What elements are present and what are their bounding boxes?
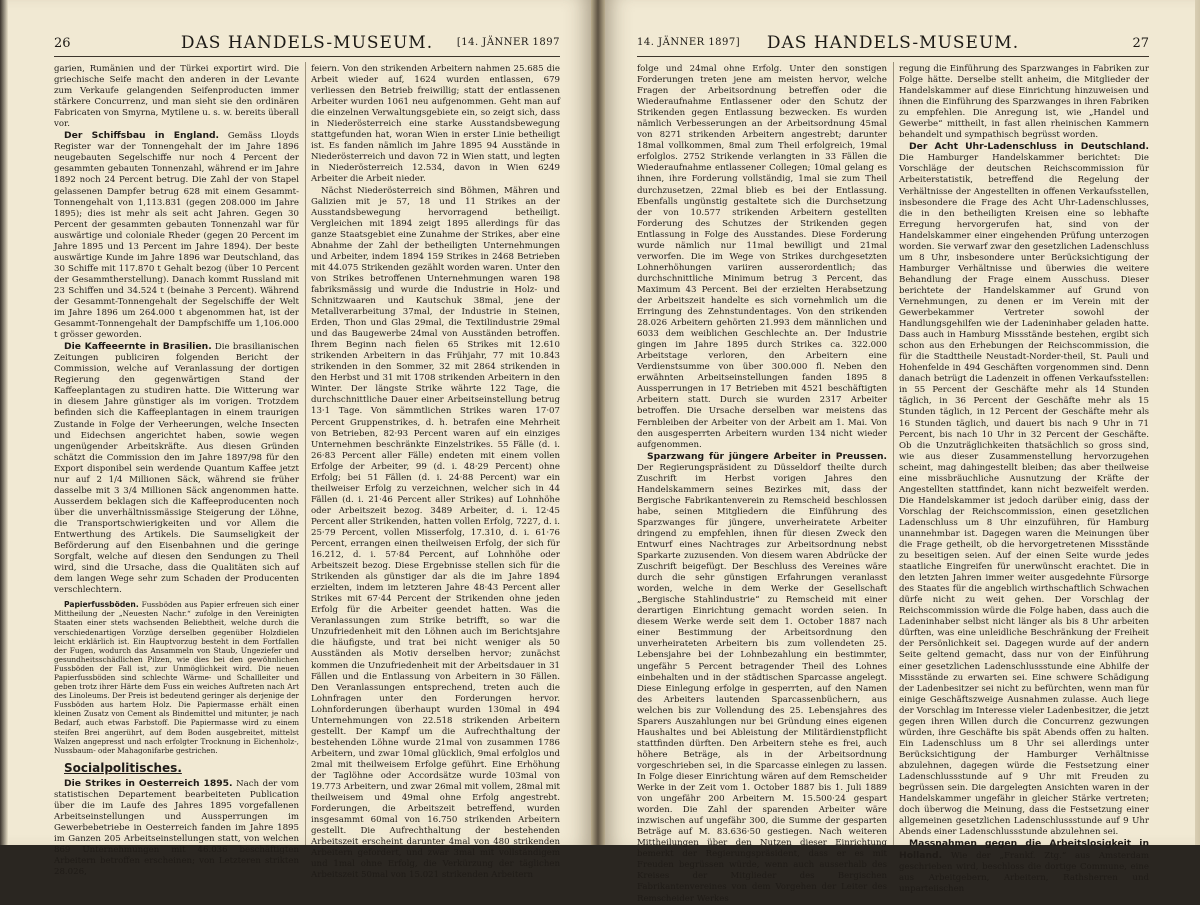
left-column-1 bbox=[54, 64, 299, 878]
paragraph: regung die Einführung des Sparzwanges in Fabriken zur Folge hätte. Derselbe stellt anheim, die Mitglieder der Handelskammer auf diese Einrichtung hinzuweisen und ihnen die Einführung des Sparzwanges in ihren Fabriken zu empfehlen. Die Anregung ist, wie „Handel und Gewerbe“ mittheilt, in fast allen rheinischen Kammern behandelt und sympathisch begrüsst worden. bbox=[899, 64, 1149, 141]
paragraph bbox=[899, 838, 1149, 895]
paragraph bbox=[899, 141, 1149, 838]
paragraph-text: Fussböden aus Papier erfreuen sich einer Mittheilung der „Neuesten Nachr.“ zufolge in den Vereinigten Staaten einer stets wachsenden Beliebtheit, welche durch die verschiedenartigen Vorzüge derselben gegenüber Holzdielen leicht erklärlich ist. Ein Hauptvorzug besteht in dem Fortfallen der Fugen, wodurch das Ansammeln von Staub, Ungeziefer und gesundheitsschädlichen Pilzen, wie dies bei den gewöhnlichen Fussböden der Fall ist, zur Unmöglichkeit wird. Die neuen Papierfussböden sind schlechte Wärme- und Schallleiter und geben trotz ihrer Härte dem Fuss ein weiches Auftreten nach Art des Linoleums. Der Preis ist bedeutend geringer als derjenige der Fussböden aus hartem Holz. Die Papiermasse erhält einen kleinen Zusatz von Cement als Bindemittel und mitunter, je nach Bedarf, auch etwas Farbstoff. Die Papiermasse wird zu einem steifen Brei angerührt, auf dem Boden ausgebreitet, mittelst Walzen angepresst und nach erfolgter Trocknung in Eichenholz-, Nussbaum- oder Mahagonifarbe gestrichen. bbox=[54, 600, 299, 755]
page-number: 26 bbox=[54, 36, 71, 51]
journal-title: DAS HANDELS-MUSEUM. bbox=[180, 33, 434, 53]
paragraph-text: Wie der „Frankf. Ztg.“ aus Amsterdam geschrieben wird, beschloss die dortige Commune, eine aus Arbeitgebern, Arbeitern, Rathsherren und unparteiischen bbox=[899, 851, 1150, 895]
paragraph bbox=[54, 341, 299, 596]
issue-date: 14. JÄNNER 1897] bbox=[637, 37, 741, 48]
paragraph-text: Die Hamburger Handelskammer berichtet: Die Vorschläge der deutschen Reichscommission für Arbeiterstatistik, betreffend die Regelung der Verhältnisse der Angestellten in offenen Verkaufsstellen, insbesondere die Frage des Acht Uhr-Ladenschlusses, die in den betheiligten Kreisen eine so lebhafte Erregung hervorgerufen hat, sind von der Handelskammer einer eingehenden Prüfung unterzogen worden. Sie verwarf zwar den gesetzlichen Ladenschluss um 8 Uhr, insbesondere unter Berücksichtigung der Hamburger Verhältnisse und überwies die weitere Behandlung der Frage einem Ausschuss. Dieser berichtete der Handelskammer auf Grund von Vernehmungen, zu denen er im Verein mit der Gewerbekammer Vertreter sowohl der Handlungsgehilfen wie der Ladeninhaber geladen hatte. Dass auch in Hamburg Missstände bestehen, ergibt sich schon aus den Erhebungen der Reichscommission, die für die Stadttheile Neustadt-Norder-theil, St. Pauli und Hohenfelde in 494 Geschäften vorgenommen sind. Denn danach betrügt die Ladenzeit in offenen Verkaufsstellen: in 55 Percent der Geschäfte mehr als 14 Stunden täglich, in 36 Percent der Geschäfte mehr als 15 Stunden täglich, in 12 Percent der Geschäfte mehr als 16 Stunden täglich, und dauert bis nach 9 Uhr in 71 Percent, bis nach 10 Uhr in 32 Percent der Geschäfte. Ob die Unzuträglichkeiten thatsächlich so gross sind, wie aus dieser Zusammenstellung hervorzugehen scheint, mag dahingestellt bleiben; das aber theilweise eine missbräuchliche Ausnutzung der Kräfte der Angestellten stattfindet, kann nicht bezweifelt werden. Die Handelskammer ist jedoch darüber einig, dass der Vorschlag der Reichscommission, einen gesetzlichen Ladenschluss um 8 Uhr einzuführen, für Hamburg unannehmbar ist. Dagegen waren die Meinungen über die Frage getheilt, ob die hervorgetretenen Missstände zu beseitigen seien. Auf der einen Seite wurde jedes staatliche Eingreifen für unerwünscht erachtet. Die in den letzten Jahren immer weiter ausgedehnte Fürsorge des Staates für die angeblich wirthschaftlich Schwachen dürfe nicht zu weit gehen. Der Vorschlag der Reichscommission würde die Folge haben, dass auch die Ladeninhaber selbst nicht länger als bis 8 Uhr arbeiten dürften, was eine unleidliche Beschränkung der Freiheit der Persönlichkeit sei. Dagegen wurde auf der andern Seite geltend gemacht, dass nur von der Einführung einer gesetzlichen Ladenschlussstunde eine Abhilfe der Missstände zu erwarten sei. Eine schwere Schädigung der Ladenbesitzer sei nicht zu befürchten, wenn man für einige Geschäftszweige Ausnahmen zulasse. Auch liege der Vorschlag im Interesse vieler Ladenbesitzer, die jetzt gegen ihren Willen durch die Concurrenz gezwungen würden, ihre Geschäfte bis spät Abends offen zu halten. Ein Ladenschluss um 8 Uhr sei allerdings unter Berücksichtigung der Hamburger Verhältnisse abzulehnen, dagegen würde die Festsetzung einer Ladenschlussstunde auf 9 Uhr mit Freuden zu begrüssen sein. Die dargelegten Ansichten waren in der Handelskammer ungefähr in gleicher Stärke vertreten; doch überwog die Meinung, dass die Festsetzung einer allgemeinen gesetzlichen Ladenschlussstunde auf 9 Uhr Abends einer Ladenschlussstunde abzulehnen sei. bbox=[899, 153, 1149, 838]
right-column-2 bbox=[899, 64, 1150, 895]
page-number: 27 bbox=[1132, 36, 1149, 51]
paragraph bbox=[637, 451, 887, 905]
small-print-paragraph bbox=[54, 600, 299, 755]
section-heading: Der Acht Uhr-Ladenschluss in Deutschland. bbox=[909, 141, 1149, 153]
paragraph: folge und 24mal ohne Erfolg. Unter den sonstigen Forderungen treten jene am meisten hervor, welche Fragen der Arbeitsordnung betreffen oder die Wiederaufnahme Entlassener oder den Schutz der Strikenden gegen Entlassung bezwecken. Es wurden nämlich Verbesserungen an der Arbeitsordnung 45mal von 8271 strikenden Arbeitern angestrebt; darunter 18mal vollkommen, 8mal zum Theil erfolgreich, 19mal erfolglos. 2752 Strikende verlangten in 33 Fällen die Wiederaufnahme entlassener Collegen; 10mal gelang es ihnen, ihre Forderung vollständig, 1mal sie zum Theil durchzusetzen, 22mal blieb es bei der Entlassung. Ebenfalls ungünstig gestaltete sich die Durchsetzung der von 10.577 strikenden Arbeitern gestellten Forderung des Schutzes der Strikenden gegen Entlassung in Folge des Ausstandes. Diese Forderung wurde nämlich nur 11mal bewilligt und 21mal verworfen. Die im Wege von Strikes durchgesetzten Lohnerhöhungen variiren ausserordentlich; das durchschnittliche Minimum betrug 3 Percent, das Maximum 43 Percent. Bei der erzielten Herabsetzung der Arbeitszeit handelte es sich vornehmlich um die Erringung des Zehnstundentages. Von den strikenden 28.026 Arbeitern gehörten 21.993 dem männlichen und 6033 dem weiblichen Geschlechte an. Der Industrie gingen im Jahre 1895 durch Strikes ca. 322.000 Arbeitstage verloren, den Arbeitern eine Verdienstsumme von über 300.000 fl. Neben den erwähnten Arbeitseinstellungen fanden 1895 8 Aussperrungen in 17 Betrieben mit 4521 beschäftigten Arbeitern statt. Durch sie wurden 2317 Arbeiter betroffen. Die Ursache derselben war meistens das Fernbleiben der Arbeiter von der Arbeit am 1. Mai. Von den ausgesperrten Arbeitern wurden 134 nicht wieder aufgenommen. bbox=[637, 64, 887, 450]
journal-title: DAS HANDELS-MUSEUM. bbox=[766, 33, 1020, 53]
section-heading: Der Schiffsbau in England. bbox=[64, 130, 220, 142]
paragraph-text: Der Regierungspräsident zu Düsseldorf theilte durch Zuschrift im Herbst vorigen Jahres den Handelskammern seines Bezirkes mit, dass der Bergische Fabrikantenverein zu Remscheid beschlossen habe, seinen Mitgliedern die Einführung des Sparzwanges für jüngere, unverheiratete Arbeiter dringend zu empfehlen, ihnen für diesen Zweck den Entwurf eines Nachtrages zur Arbeitsordnung nebst Sparkarte zuzusenden. Von diesem waren Abdrücke der Zuschrift beigefügt. Der Beschluss des Vereines wäre durch die sehr günstigen Erfahrungen veranlasst worden, welche in dem Werke der Gesellschaft „Bergische Stahlindustrie“ zu Remscheid mit einer derartigen Einrichtung gemacht worden seien. In diesem Werke werde seit dem 1. October 1887 nach einer Bestimmung der Arbeitsordnung den unverheirateten Arbeitern bis zum vollendeten 25. Lebensjahre bei der Lohnbezahlung ein bestimmter, ungefähr 5 Percent betragender Theil des Lohnes einbehalten und in der städtischen Sparcasse angelegt. Diese Einlegung erfolge in gesperrten, auf den Namen des Arbeiters lautenden Sparcassenbüchern, aus welchen bis zur Vollendung des 25. Lebensjahres des Sparers Auszahlungen nur bei Gründung eines eigenen Haushaltes und bei Ableistung der Militärdienstpflicht stattfinden dürften. Den Arbeitern stehe es frei, auch höhere Beträge, als in der Arbeitsordnung vorgeschrieben sei, in die Sparcasse einlegen zu lassen. In Folge dieser Einrichtung wären auf dem Remscheider Werke in der Zeit vom 1. October 1887 bis 1. Juli 1889 von ungefähr 200 Arbeitern M. 15.500·24 gespart worden. Die Zahl der sparenden Arbeiter wäre inzwischen auf ungefähr 300, die Summe der gesparten Beträge auf M. 83.636·50 gestiegen. Nach weiteren Mittheilungen über den Nutzen dieser Einrichtung bemerkt der Regierungspräsident, dass er es mit Freuden begrüssen würde, wenn auch ausserhalb des Kreises der Mitglieder des Bergischen Fabrikantenvereines von dem Vorgehen der Leiter des Remscheider Werkes bbox=[637, 462, 887, 904]
paragraph-text: Die brasilianischen Zeitungen publiciren folgenden Bericht der Commission, welche auf Veranlassung der dortigen Regierung den gegenwärtigen Stand der Kaffeeplantagen zu studiren hatte. Die Witterung war in diesem Jahre günstiger als im vorigen. Trotzdem befinden sich die Kaffeeplantagen in einem traurigen Zustande in Folge der Verheerungen, welche Insecten und Eidechsen angerichtet haben, sowie wegen ungenügender Arbeitskräfte. Aus diesen Gründen schätzt die Commission den im Jahre 1897/98 für den Export disponibel sein werdende Quantum Kaffee jetzt nur auf 2 1/4 Millionen Säck, während sie früher dasselbe mit 3 3/4 Millionen Säck angenommen hatte. Ausserdem beklagen sich die Kaffeeproducenten noch über die unverhältnissmässige Steigerung der Löhne, die Transportschwierigkeiten und vor Allem die Entwerthung des Artikels. Die Saumseligkeit der Beförderung auf den Eisenbahnen und die geringe Sorgfalt, welche auf diesen den Sendungen zu Theil wird, sind die Ursache, dass die Qualitäten sich auf dem langen Wege sehr zum Schaden der Producenten verschlechtern. bbox=[54, 342, 299, 596]
section-heading: Die Kaffeeernte in Brasilien. bbox=[64, 341, 212, 353]
section-heading: Sparzwang für jüngere Arbeiter in Preussen. bbox=[647, 450, 887, 462]
paragraph: garien, Rumänien und der Türkei exportirt wird. Die griechische Seife macht den anderen in der Levante zum Verkaufe gelangenden Seifenproducten immer stärkere Concurrenz, und man sieht sie den ordinären Fabricaten von Smyrna, Mytilene u. s. w. bereits überall vor. bbox=[54, 64, 299, 130]
section-heading: Papierfussböden. bbox=[64, 600, 139, 610]
paragraph bbox=[54, 130, 299, 341]
paragraph-text: Gemäss Lloyds Register war der Tonnengehalt der im Jahre 1896 neugebauten Segelschiffe nur noch 4 Percent der gesammten gebauten Tonnenzahl, während er im Jahre 1892 noch 24 Percent betrug. Die Zahl der von Stapel gelassenen Dampfer betrug 628 mit einem Gesammt-Tonnengehalt von 1,113.831 (gegen 208.000 im Jahre 1895); dies ist mehr als seit acht Jahren. Gegen 30 Percent der gesammten gebauten Tonnenzahl war für auswärtige und coloniale Rheder (gegen 20 Percent im Jahre 1895 und 13 Percent im Jahre 1894). Der beste auswärtige Kunde im Jahre 1896 war Deutschland, das 30 Schiffe mit 117.870 t Gehalt bezog (über 10 Percent der Gesammtherstellung). Danach kommt Russland mit 23 Schiffen und 34.524 t (beinahe 3 Percent). Während der Gesammt-Tonnengehalt der Segelschiffe der Welt im Jahre 1896 um 264.000 t abgenommen hat, ist der Gesammt-Tonnengehalt der Dampfschiffe um 1,106.000 t grösser geworden. bbox=[54, 131, 299, 341]
right-column-1 bbox=[637, 64, 887, 904]
section-heading: Massnahmen gegen die Arbeitslosigkeit in Holland. bbox=[899, 838, 1149, 862]
right-page bbox=[605, 0, 1195, 904]
book-gutter bbox=[591, 0, 605, 845]
column-divider bbox=[305, 62, 306, 845]
left-page-header bbox=[54, 30, 560, 57]
left-page bbox=[8, 0, 591, 881]
paragraph-text: Nach der vom statistischen Departement bearbeiteten Publication über die im Laufe des Jahres 1895 vorgefallenen Arbeitseinstellungen und Aussperrungen im Gewerbebetriebe in Oesterreich fanden im Jahre 1895 im Ganzen 205 Arbeitseinstellungen statt, von welchen 869 Unternehmungen mit 46.036 beschäftigten Arbeitern betroffen erscheinen; von Letzteren strikten 28.026, bbox=[54, 778, 299, 878]
paragraph bbox=[54, 778, 299, 878]
issue-date: [14. JÄNNER 1897 bbox=[456, 37, 560, 48]
section-heading: Die Strikes in Oesterreich 1895. bbox=[64, 777, 233, 789]
column-divider bbox=[893, 62, 894, 845]
left-column-2 bbox=[311, 64, 560, 881]
department-heading: Socialpolitisches. bbox=[64, 760, 182, 775]
paragraph: feiern. Von den strikenden Arbeitern nahmen 25.685 die Arbeit wieder auf, 1624 wurden entlassen, 679 verliessen den Betrieb freiwillig; statt der entlassenen Arbeiter wurden 1061 neu aufgenommen. Geht man auf die einzelnen Verwaltungsgebiete ein, so zeigt sich, dass in Niederösterreich eine starke Ausstandsbewegung stattgefunden hat, woran Wien in erster Linie betheiligt ist. Es fanden nämlich im Jahre 1895 94 Ausstände in Niederösterreich und davon 72 in Wien statt, und legten in Niederösterreich 12.534, davon in Wien 6249 Arbeiter die Arbeit nieder. bbox=[311, 64, 560, 185]
paragraph: Nächst Niederösterreich sind Böhmen, Mähren und Galizien mit je 57, 18 und 11 Strikes an der Ausstandsbewegung hervorragend betheiligt. Vergleichen mit 1894 zeigt 1895 allerdings für das ganze Staatsgebiet eine Zunahme der Strikes, aber eine Abnahme der Zahl der betheiligten Unternehmungen und Arbeiter, indem 1894 159 Strikes in 2468 Betrieben mit 44.075 Strikenden gezählt worden waren. Unter den von Strikes betroffenen Unternehmungen waren 198 fabriksmässig und wurde die Industrie in Holz- und Schnitzwaaren und Kautschuk 38mal, jene der Metallverarbeitung 37mal, der Industrie in Steinen, Erden, Thon und Glas 29mal, die Textilindustrie 29mal und das Baugewerbe 24mal von Ausständen betroffen. Ihrem Beginn nach fielen 65 Strikes mit 12.610 strikenden Arbeitern in das Frühjahr, 77 mit 10.843 strikenden in den Sommer, 32 mit 2864 strikenden in den Herbst und 31 mit 1708 strikenden Arbeitern in den Winter. Der längste Strike währte 122 Tage, die durchschnittliche Dauer einer Arbeitseinstellung betrug 13·1 Tage. Von sämmtlichen Strikes waren 17·07 Percent Gruppenstrikes, d. h. betrafen eine Mehrheit von Betrieben, 82·93 Percent waren auf ein einziges Unternehmen beschränkte Einzelstrikes. 55 Fälle (d. i. 26·83 Percent aller Fälle) endeten mit einem vollen Erfolge der Arbeiter, 99 (d. i. 48·29 Percent) ohne Erfolg; bei 51 Fällen (d. i. 24·88 Percent) war ein theilweiser Erfolg zu verzeichnen, welcher sich in 44 Fällen (d. i. 21·46 Percent aller Strikes) auf Lohnhöhe oder Arbeitszeit bezog. 3489 Arbeiter, d. i. 12·45 Percent aller Strikenden, hatten vollen Erfolg, 7227, d. i. 25·79 Percent, vollen Misserfolg, 17.310, d. i. 61·76 Percent, errangen einen theilweisen Erfolg, der sich für 16.212, d. i. 57·84 Percent, auf Lohnhöhe oder Arbeitszeit bezog. Diese Ergebnisse stellen sich für die Strikenden als günstiger dar als die im Jahre 1894 erzielten, indem im letzteren Jahre 48·43 Percent aller Strikes mit 67·44 Percent der Strikenden ohne jeden Erfolg für die Arbeiter geendet hatten. Was die Veranlassungen zum Strike betrifft, so war die Unzufriedenheit mit den Löhnen auch im Berichtsjahre die häufigste, und trat bei nicht weniger als 50 Ausständen als Motiv derselben hervor; zunächst kommen die Unzufriedenheit mit der Arbeitsdauer in 31 Fällen und die Entlassung von Arbeitern in 30 Fällen. Den Veranlassungen entsprechend, treten auch die Lohnfragen unter den Forderungen hervor. Lohnforderungen überhaupt wurden 130mal in 494 Unternehmungen von 22.518 strikenden Arbeitern gestellt. Der Kampf um die Aufrechthaltung der bestehenden Löhne wurde 21mal von zusammen 1786 Arbeitern, und zwar 10mal glücklich, 9mal erfolglos und 2mal mit theilweisem Erfolge geführt. Eine Erhöhung der Taglöhne oder Accordsätze wurde 103mal von 19.773 Arbeitern, und zwar 26mal mit vollem, 28mal mit theilweisem und 49mal ohne Erfolg angestrebt. Forderungen, die Arbeitszeit betreffend, wurden insgesammt 60mal von 16.750 strikenden Arbeitern gestellt. Die Aufrechthaltung der bestehenden Arbeitszeit erscheint darunter 4mal von 480 strikenden Arbeitern gefordert, und zwar 3mal mit vollständigem und 1mal ohne Erfolg, die Verkürzung der täglichen Arbeitszeit 50mal von 15.021 strikenden Arbeitern bbox=[311, 185, 560, 881]
right-page-header bbox=[637, 30, 1149, 57]
